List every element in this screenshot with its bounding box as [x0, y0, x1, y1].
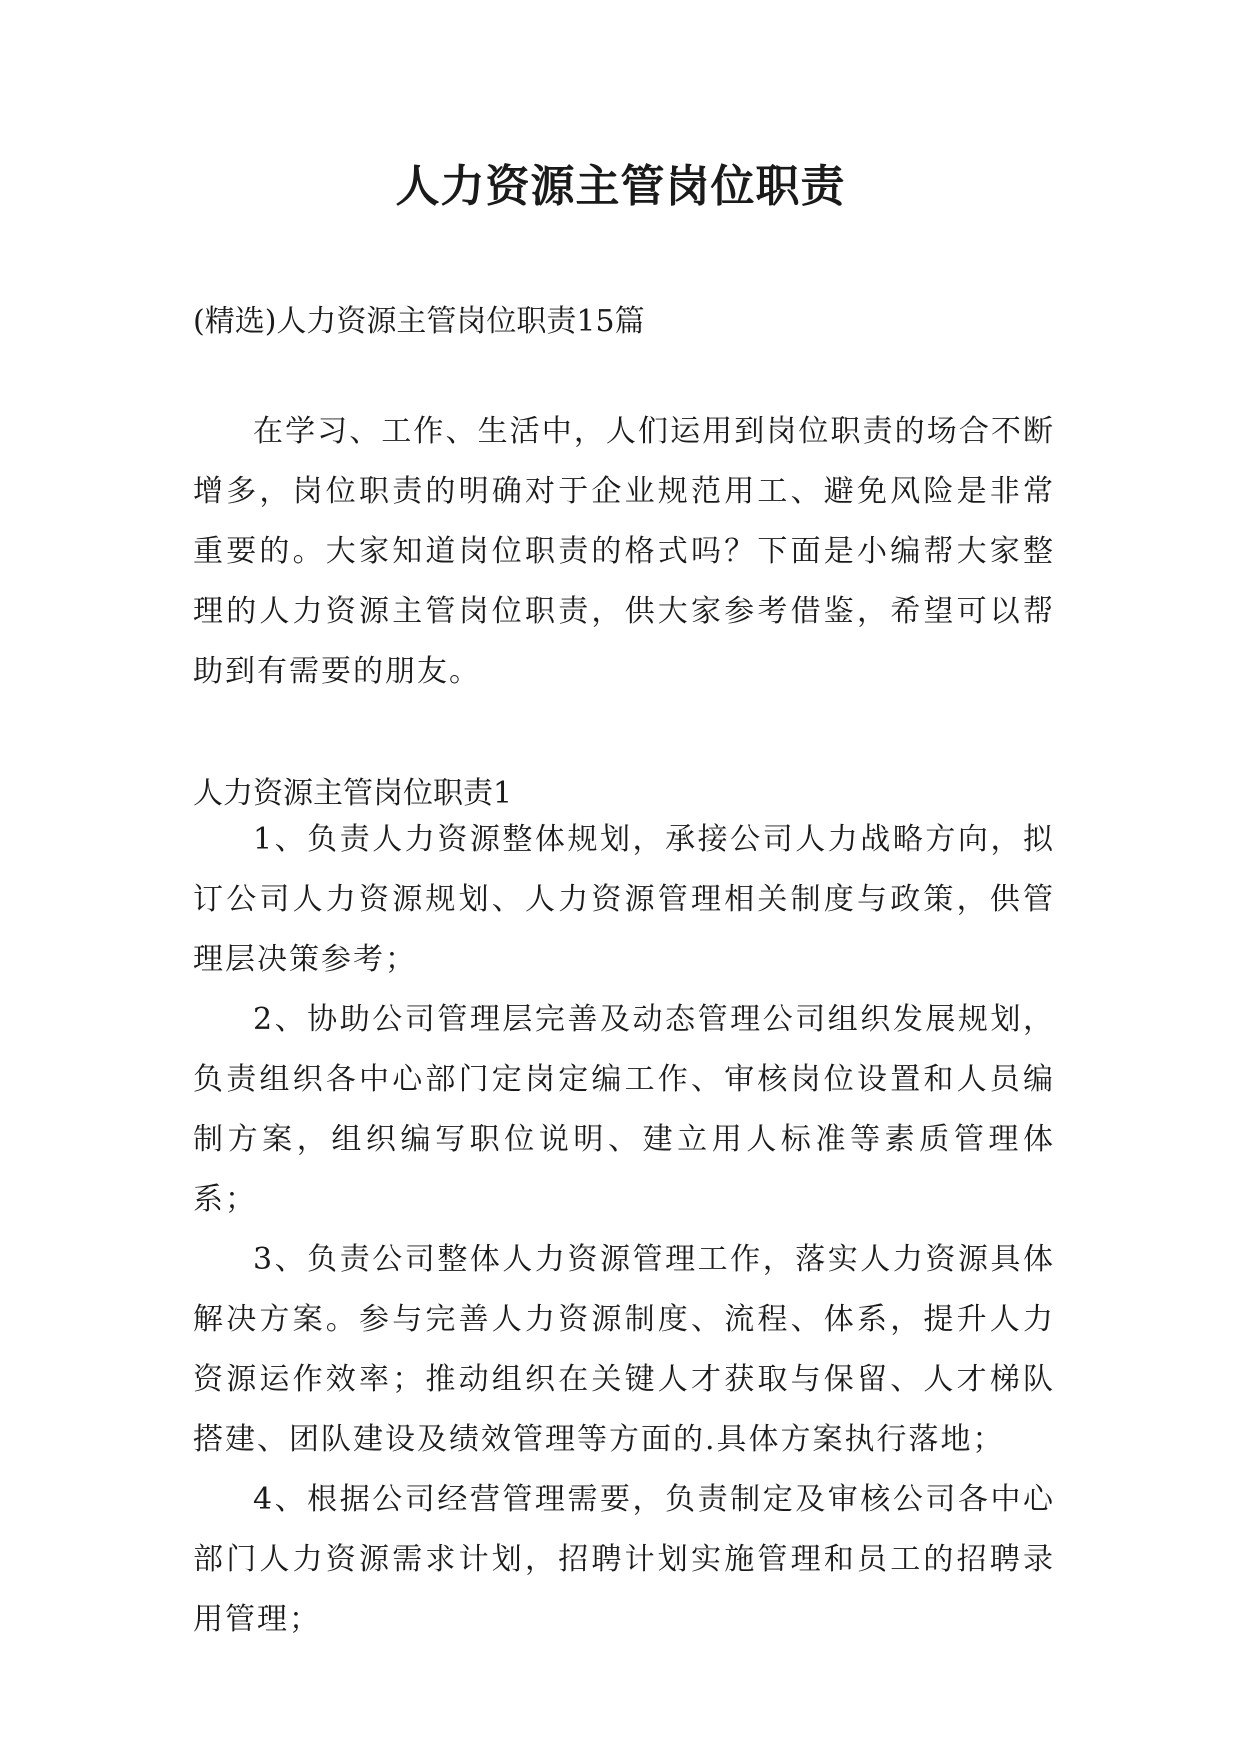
- duty-item: 2、协助公司管理层完善及动态管理公司组织发展规划，负责组织各中心部门定岗定编工作、审核岗位设置和人员编制方案，组织编写职位说明、建立用人标准等素质管理体系；: [193, 1002, 1055, 1217]
- document-title: 人力资源主管岗位职责: [395, 161, 846, 212]
- document-subtitle: (精选)人力资源主管岗位职责15篇: [193, 304, 645, 339]
- duty-item: 1、负责人力资源整体规划，承接公司人力战略方向，拟订公司人力资源规划、人力资源管理相关制度与政策，供管理层决策参考；: [193, 822, 1055, 977]
- duty-list: [193, 810, 1055, 1650]
- section-heading: 人力资源主管岗位职责1: [193, 776, 513, 811]
- intro-paragraph: 在学习、工作、生活中，人们运用到岗位职责的场合不断增多，岗位职责的明确对于企业规范用工、避免风险是非常重要的。大家知道岗位职责的格式吗？下面是小编帮大家整理的人力资源主管岗位职责，供大家参考借鉴，希望可以帮助到有需要的朋友。: [193, 414, 1055, 689]
- duty-item: 3、负责公司整体人力资源管理工作，落实人力资源具体解决方案。参与完善人力资源制度、流程、体系，提升人力资源运作效率；推动组织在关键人才获取与保留、人才梯队搭建、团队建设及绩效管理等方面的.具体方案执行落地；: [193, 1242, 1055, 1457]
- duty-item: 4、根据公司经营管理需要，负责制定及审核公司各中心部门人力资源需求计划，招聘计划实施管理和员工的招聘录用管理；: [193, 1482, 1055, 1637]
